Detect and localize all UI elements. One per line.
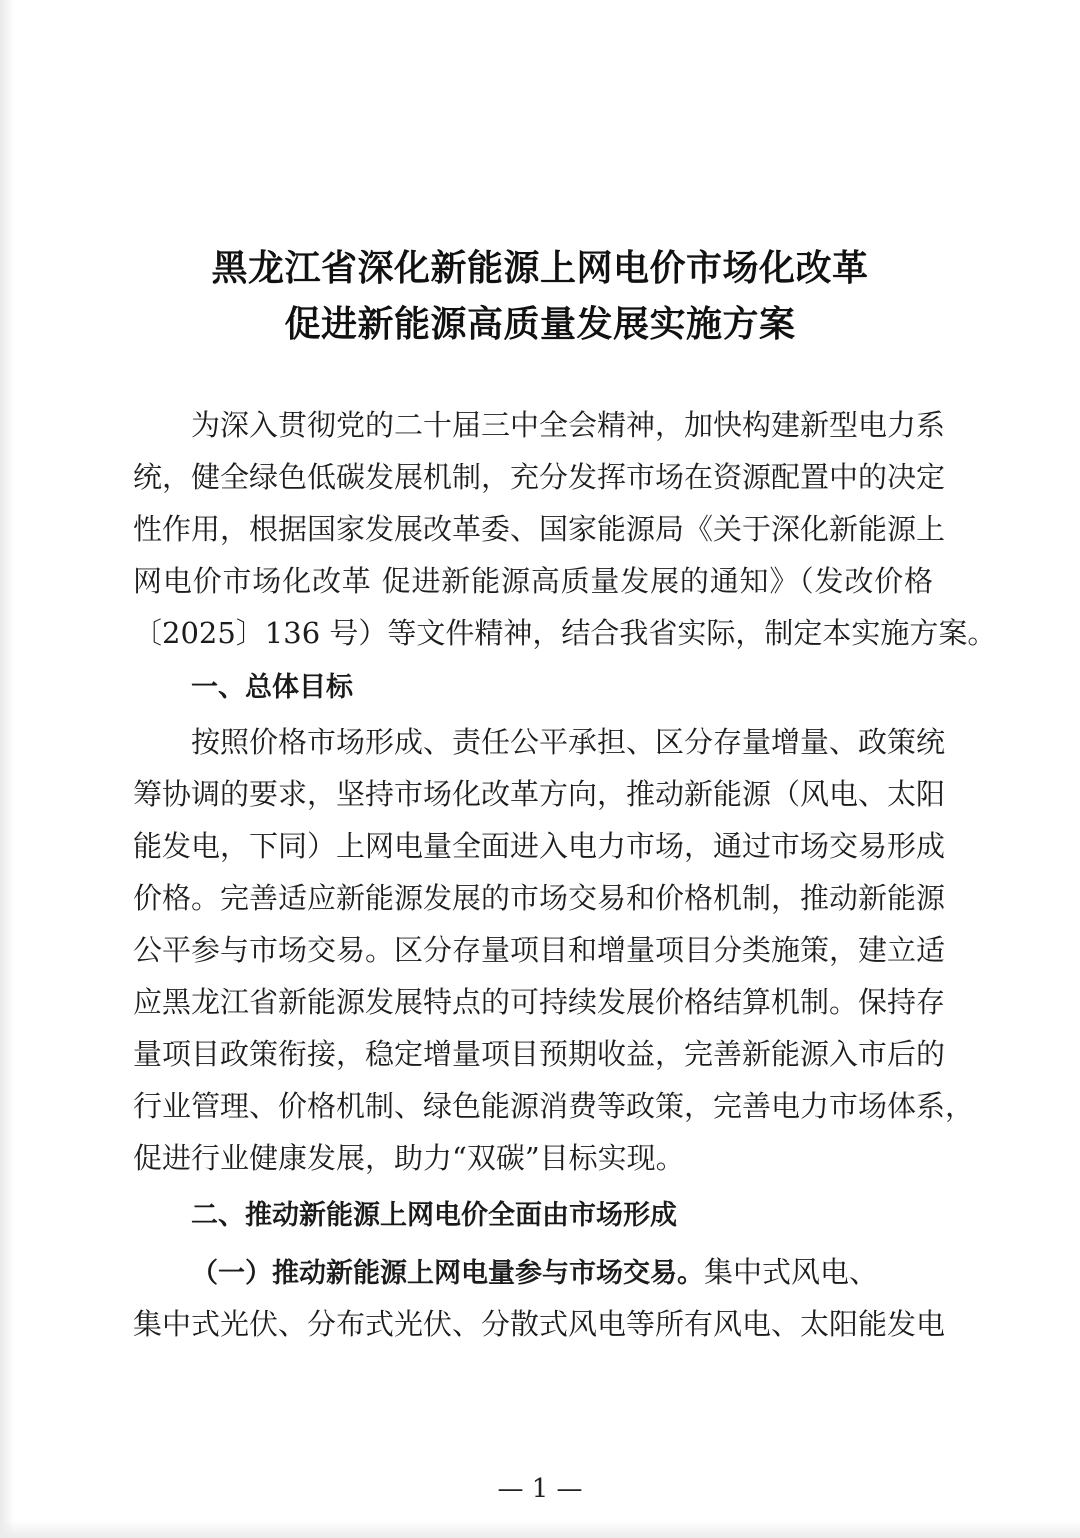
intro-line-1: 为深入贯彻党的二十届三中全会精神，加快构建新型电力系 (191, 408, 946, 442)
subsection-1-text-start: 集中式风电、 (704, 1255, 879, 1289)
page-bottom-shadow (0, 1520, 1080, 1538)
section-1-heading: 一、总体目标 (191, 672, 353, 703)
section-1-line-7: 量项目政策衔接，稳定增量项目预期收益，完善新能源入市后的 (133, 1037, 946, 1071)
section-1-line-9: 促进行业健康发展，助力“双碳”目标实现。 (133, 1141, 685, 1175)
section-1-line-3: 能发电，下同）上网电量全面进入电力市场，通过市场交易形成 (133, 829, 946, 863)
section-1-line-1: 按照价格市场形成、责任公平承担、区分存量增量、政策统 (191, 725, 946, 759)
section-1-line-2: 筹协调的要求，坚持市场化改革方向，推动新能源（风电、太阳 (133, 777, 946, 811)
section-1-line-5: 公平参与市场交易。区分存量项目和增量项目分类施策，建立适 (133, 933, 946, 967)
page-edge-shadow (0, 0, 14, 1538)
document-title-line-2: 促进新能源高质量发展实施方案 (284, 303, 796, 345)
subsection-1-line-1 (191, 1252, 933, 1294)
subsection-1-line-2: 集中式光伏、分布式光伏、分散式风电等所有风电、太阳能发电 (133, 1307, 946, 1341)
intro-line-4: 网电价市场化改革 促进新能源高质量发展的通知》（发改价格 (133, 564, 933, 598)
intro-line-3: 性作用，根据国家发展改革委、国家能源局《关于深化新能源上 (133, 512, 946, 546)
intro-line-2: 统，健全绿色低碳发展机制，充分发挥市场在资源配置中的决定 (133, 460, 946, 494)
section-1-line-8: 行业管理、价格机制、绿色能源消费等政策，完善电力市场体系， (133, 1089, 975, 1123)
page-number: — 1 — (497, 1474, 583, 1504)
intro-line-5: 〔2025〕136 号）等文件精神，结合我省实际，制定本实施方案。 (133, 616, 997, 650)
section-2-heading: 二、推动新能源上网电价全面由市场形成 (191, 1200, 677, 1231)
section-1-line-4: 价格。完善适应新能源发展的市场交易和价格机制，推动新能源 (133, 881, 946, 915)
section-1-line-6: 应黑龙江省新能源发展特点的可持续发展价格结算机制。保持存 (133, 985, 946, 1019)
subsection-1-title: （一）推动新能源上网电量参与市场交易。 (191, 1258, 704, 1289)
document-title-line-1: 黑龙江省深化新能源上网电价市场化改革 (211, 247, 869, 289)
